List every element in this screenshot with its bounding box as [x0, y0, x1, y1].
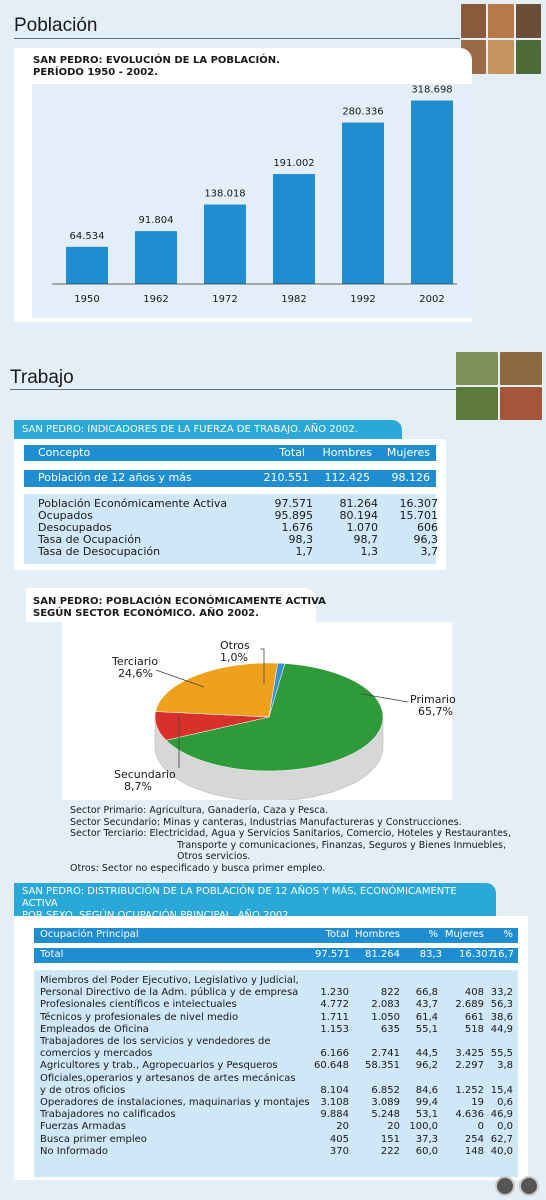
row-label: Operadores de instalaciones, maquinarias y montajes [40, 1097, 310, 1108]
row-mujeres: 15.701 [399, 509, 438, 522]
trabajo-rule [10, 389, 456, 390]
row-pct-mujeres: 15,4 [490, 1084, 513, 1096]
pie-label-primario [410, 694, 456, 718]
caption-line: SAN PEDRO: POBLACIÓN ECONÓMICAMENTE ACTIVA [33, 596, 326, 607]
pie-caption [33, 596, 326, 620]
cell-pct-mujeres: 16,7 [491, 949, 514, 960]
row-hombres: 81.264 [339, 497, 378, 510]
note-line: Otros: Sector no especificado y busca primer empleo. [70, 862, 326, 874]
prev-page-icon[interactable] [495, 1176, 515, 1196]
row-hombres: 2.083 [371, 999, 400, 1011]
row-label: Empleados de Oficina [40, 1023, 149, 1035]
cell-label: Población de 12 años y más [38, 471, 192, 484]
pie-label-terciario [112, 656, 158, 680]
table2-row-line [40, 1146, 512, 1158]
bar [411, 101, 453, 284]
trabajo-title: Trabajo [10, 367, 74, 388]
label-value: 24,6% [118, 667, 153, 680]
caption-line: PERÍODO 1950 - 2002. [33, 67, 158, 78]
label-name: Terciario [112, 655, 159, 668]
row-hombres: 20 [387, 1121, 400, 1133]
row-total: 405 [329, 1133, 349, 1145]
table2-row-line [40, 1121, 512, 1133]
row-pct-mujeres: 46,9 [490, 1109, 513, 1121]
table2-row-line [40, 1024, 512, 1036]
row-label: comercios y mercados [40, 1048, 153, 1060]
row-hombres: 151 [380, 1133, 400, 1145]
table2-row-line [40, 1073, 512, 1085]
bar [273, 174, 315, 284]
row-total: 1.153 [320, 1023, 349, 1035]
row-hombres: 5.248 [371, 1109, 400, 1121]
row-mujeres: 96,3 [413, 533, 438, 546]
table2-total-row [34, 948, 518, 963]
table2-row-line [40, 1097, 512, 1109]
row-total: 1.230 [320, 987, 349, 999]
row-label: Trabajadores de los servicios y vendedores de [40, 1036, 271, 1047]
row-mujeres: 606 [417, 521, 438, 534]
pie-notes [70, 805, 530, 875]
header-total: Total [325, 929, 349, 940]
note-line: Transporte y comunicaciones, Finanzas, Seguros y Bienes Inmuebles, Otros servicios. [177, 839, 507, 863]
poblacion-rule [14, 38, 460, 39]
table2-row-line [40, 987, 512, 999]
row-total: 1,7 [295, 545, 313, 558]
cell-mujeres: 16.307 [459, 949, 494, 960]
next-page-icon[interactable] [519, 1176, 539, 1196]
row-total: 60.648 [314, 1060, 349, 1072]
row-mujeres: 148 [464, 1145, 484, 1157]
row-pct-mujeres: 0,0 [497, 1121, 513, 1133]
row-mujeres: 16.307 [399, 497, 438, 510]
row-label: Agricultores y trab., Agropecuarios y Pesqueros [40, 1060, 278, 1072]
row-label: Personal Directivo de la Adm. pública y de empresa [40, 987, 299, 999]
row-pct-hombres: 99,4 [415, 1097, 438, 1108]
bar [342, 123, 384, 284]
row-total: 8.104 [320, 1084, 349, 1096]
row-pct-mujeres: 62,7 [490, 1133, 513, 1145]
row-hombres: 222 [380, 1145, 400, 1157]
row-mujeres: 2.689 [455, 999, 484, 1011]
table1-body [24, 494, 436, 564]
row-label: Desocupados [38, 521, 112, 534]
cell-total: 210.551 [263, 471, 309, 484]
row-label: No Informado [40, 1145, 108, 1157]
cell-total: 97.571 [315, 949, 350, 960]
row-pct-hombres: 37,3 [415, 1133, 438, 1145]
row-label: y de otros oficios [40, 1084, 126, 1096]
row-pct-hombres: 43,7 [415, 999, 438, 1011]
row-total: 370 [329, 1145, 349, 1157]
table2-row-line [40, 1012, 512, 1024]
row-total: 97.571 [274, 497, 313, 510]
header-concepto: Concepto [38, 446, 91, 459]
row-pct-hombres: 100,0 [409, 1121, 438, 1133]
row-mujeres: 254 [464, 1133, 484, 1145]
row-hombres: 1,3 [360, 545, 378, 558]
row-label: Busca primer empleo [40, 1133, 147, 1145]
row-pct-hombres: 66,8 [415, 987, 438, 999]
header-hombres: Hombres [355, 929, 400, 940]
row-hombres: 98,7 [353, 533, 378, 546]
row-pct-hombres: 55,1 [415, 1023, 438, 1035]
header-pct-mujeres: % [503, 929, 513, 940]
row-total: 3.108 [320, 1097, 349, 1108]
row-pct-hombres: 53,1 [415, 1109, 438, 1121]
row-label: Fuerzas Armadas [40, 1121, 126, 1133]
row-pct-hombres: 44,5 [415, 1048, 438, 1060]
row-pct-hombres: 96,2 [415, 1060, 438, 1072]
row-hombres: 80.194 [339, 509, 378, 522]
table1-caption: SAN PEDRO: INDICADORES DE LA FUERZA DE TRABAJO. AÑO 2002. [14, 420, 402, 440]
row-pct-mujeres: 55,5 [490, 1048, 513, 1060]
cell-hombres: 112.425 [324, 471, 370, 484]
label-value: 8,7% [124, 780, 152, 793]
header-hombres: Hombres [322, 446, 372, 459]
row-pct-mujeres: 44,9 [490, 1023, 513, 1035]
table2-row-line [40, 1134, 512, 1146]
row-mujeres: 4.636 [455, 1109, 484, 1121]
population-bar-chart [32, 84, 472, 318]
row-mujeres: 0 [477, 1121, 484, 1133]
row-mujeres: 1.252 [455, 1084, 484, 1096]
table2-row-line [40, 975, 512, 987]
label-name: Otros [220, 639, 250, 652]
row-mujeres: 518 [464, 1023, 484, 1035]
bar-value-label: 138.018 [204, 188, 246, 200]
row-pct-mujeres: 0,6 [497, 1097, 513, 1108]
row-pct-mujeres: 40,0 [490, 1145, 513, 1157]
table2-body [34, 970, 518, 1177]
row-mujeres: 661 [464, 1011, 484, 1023]
label-name: Secundario [114, 768, 176, 781]
row-pct-mujeres: 38,6 [490, 1011, 513, 1023]
row-hombres: 2.741 [371, 1048, 400, 1060]
poblacion-photos [461, 4, 541, 74]
row-total: 6.166 [320, 1048, 349, 1060]
bar-value-label: 91.804 [138, 215, 174, 227]
cell-mujeres: 98.126 [391, 471, 430, 484]
row-hombres: 58.351 [365, 1060, 400, 1072]
poblacion-caption [33, 55, 280, 79]
row-label: Miembros del Poder Ejecutivo, Legislativo y Judicial, [40, 975, 299, 986]
x-tick-label: 1950 [74, 294, 100, 305]
row-total: 4.772 [320, 999, 349, 1011]
table2-header-row [34, 928, 518, 943]
row-mujeres: 3.425 [455, 1048, 484, 1060]
row-total: 1.711 [320, 1011, 349, 1023]
row-hombres: 822 [380, 987, 400, 999]
caption-line: SEGÚN SECTOR ECONÓMICO. AÑO 2002. [33, 608, 259, 619]
row-label: Ocupados [38, 509, 93, 522]
row-mujeres: 2.297 [455, 1060, 484, 1072]
caption-line: SAN PEDRO: DISTRIBUCIÓN DE LA POBLACIÓN DE 12 AÑOS Y MÁS, ECONÓMICAMENTE ACTIVA [22, 886, 457, 909]
row-total: 20 [336, 1121, 349, 1133]
label-name: Primario [410, 693, 456, 706]
table1-total-row [24, 470, 436, 487]
cell-label: Total [40, 949, 64, 960]
row-hombres: 3.089 [371, 1097, 400, 1108]
row-label: Tasa de Desocupación [38, 545, 161, 558]
x-tick-label: 1972 [212, 294, 238, 305]
row-total: 98,3 [288, 533, 313, 546]
row-label: Profesionales científicos e intelectuales [40, 999, 237, 1011]
bar-value-label: 318.698 [411, 84, 453, 96]
row-pct-hombres: 60,0 [415, 1145, 438, 1157]
note-line: Sector Secundario: Minas y canteras, Industrias Manufactureras y Construcciones. [70, 816, 462, 828]
table2-row-line [40, 1085, 512, 1097]
bar [204, 205, 246, 284]
row-mujeres: 408 [464, 987, 484, 999]
row-total: 9.884 [320, 1109, 349, 1121]
table1-row [38, 497, 438, 558]
header-ocupacion: Ocupación Principal [40, 929, 139, 940]
row-label: Trabajadores no calificados [40, 1109, 176, 1121]
caption-line: SAN PEDRO: EVOLUCIÓN DE LA POBLACIÓN. [33, 55, 280, 66]
row-label: Técnicos y profesionales de nivel medio [40, 1011, 239, 1023]
table2-row-line [40, 999, 512, 1011]
bar-value-label: 64.534 [69, 230, 105, 242]
x-tick-label: 1992 [350, 294, 376, 305]
x-tick-label: 1982 [281, 294, 307, 305]
x-tick-label: 2002 [419, 294, 445, 305]
table2-row-line [40, 1109, 512, 1121]
row-label: Oficiales,operarios y artesanos de artes mecánicas [40, 1072, 296, 1084]
note-line: Sector Terciario: Electricidad, Agua y Servicios Sanitarios, Comercio, Hoteles y Restaurantes, [70, 828, 511, 840]
header-pct-hombres: % [428, 929, 438, 940]
bar [66, 247, 108, 284]
cell-hombres: 81.264 [365, 949, 400, 960]
bar [135, 231, 177, 284]
row-hombres: 6.852 [371, 1084, 400, 1096]
pie-label-secundario [114, 769, 176, 793]
row-pct-mujeres: 3,8 [497, 1060, 513, 1072]
x-tick-label: 1962 [143, 294, 169, 305]
header-mujeres: Mujeres [444, 929, 484, 940]
row-mujeres: 3,7 [420, 545, 438, 558]
row-total: 95.895 [274, 509, 313, 522]
row-label: Tasa de Ocupación [38, 533, 142, 546]
table2-row-line [40, 1036, 512, 1048]
pie-slice-terciario [156, 663, 278, 717]
table2-row-line [40, 1060, 512, 1072]
row-pct-hombres: 61,4 [415, 1011, 438, 1023]
table1-header-row [24, 445, 436, 461]
population-chart-panel [32, 84, 472, 318]
row-hombres: 1.050 [371, 1011, 400, 1023]
row-pct-mujeres: 33,2 [490, 987, 513, 999]
header-total: Total [279, 446, 305, 459]
pie-label-otros [220, 640, 250, 664]
row-label: Población Económicamente Activa [38, 497, 228, 510]
row-total: 1.676 [281, 521, 313, 534]
cell-pct-hombres: 83,3 [419, 949, 442, 960]
bar-value-label: 280.336 [342, 106, 384, 118]
trabajo-photos [456, 352, 542, 420]
label-value: 1,0% [220, 651, 248, 664]
note-line: Sector Primario: Agricultura, Ganadería, Caza y Pesca. [70, 805, 329, 816]
row-pct-hombres: 84,6 [415, 1084, 438, 1096]
bar-value-label: 191.002 [273, 158, 315, 170]
header-mujeres: Mujeres [386, 446, 430, 459]
row-mujeres: 19 [471, 1097, 484, 1108]
row-pct-mujeres: 56,3 [490, 999, 513, 1011]
label-value: 65,7% [418, 705, 453, 718]
row-hombres: 1.070 [346, 521, 378, 534]
row-hombres: 635 [380, 1023, 400, 1035]
table2-row-line [40, 1048, 512, 1060]
poblacion-title: Población [14, 15, 98, 36]
